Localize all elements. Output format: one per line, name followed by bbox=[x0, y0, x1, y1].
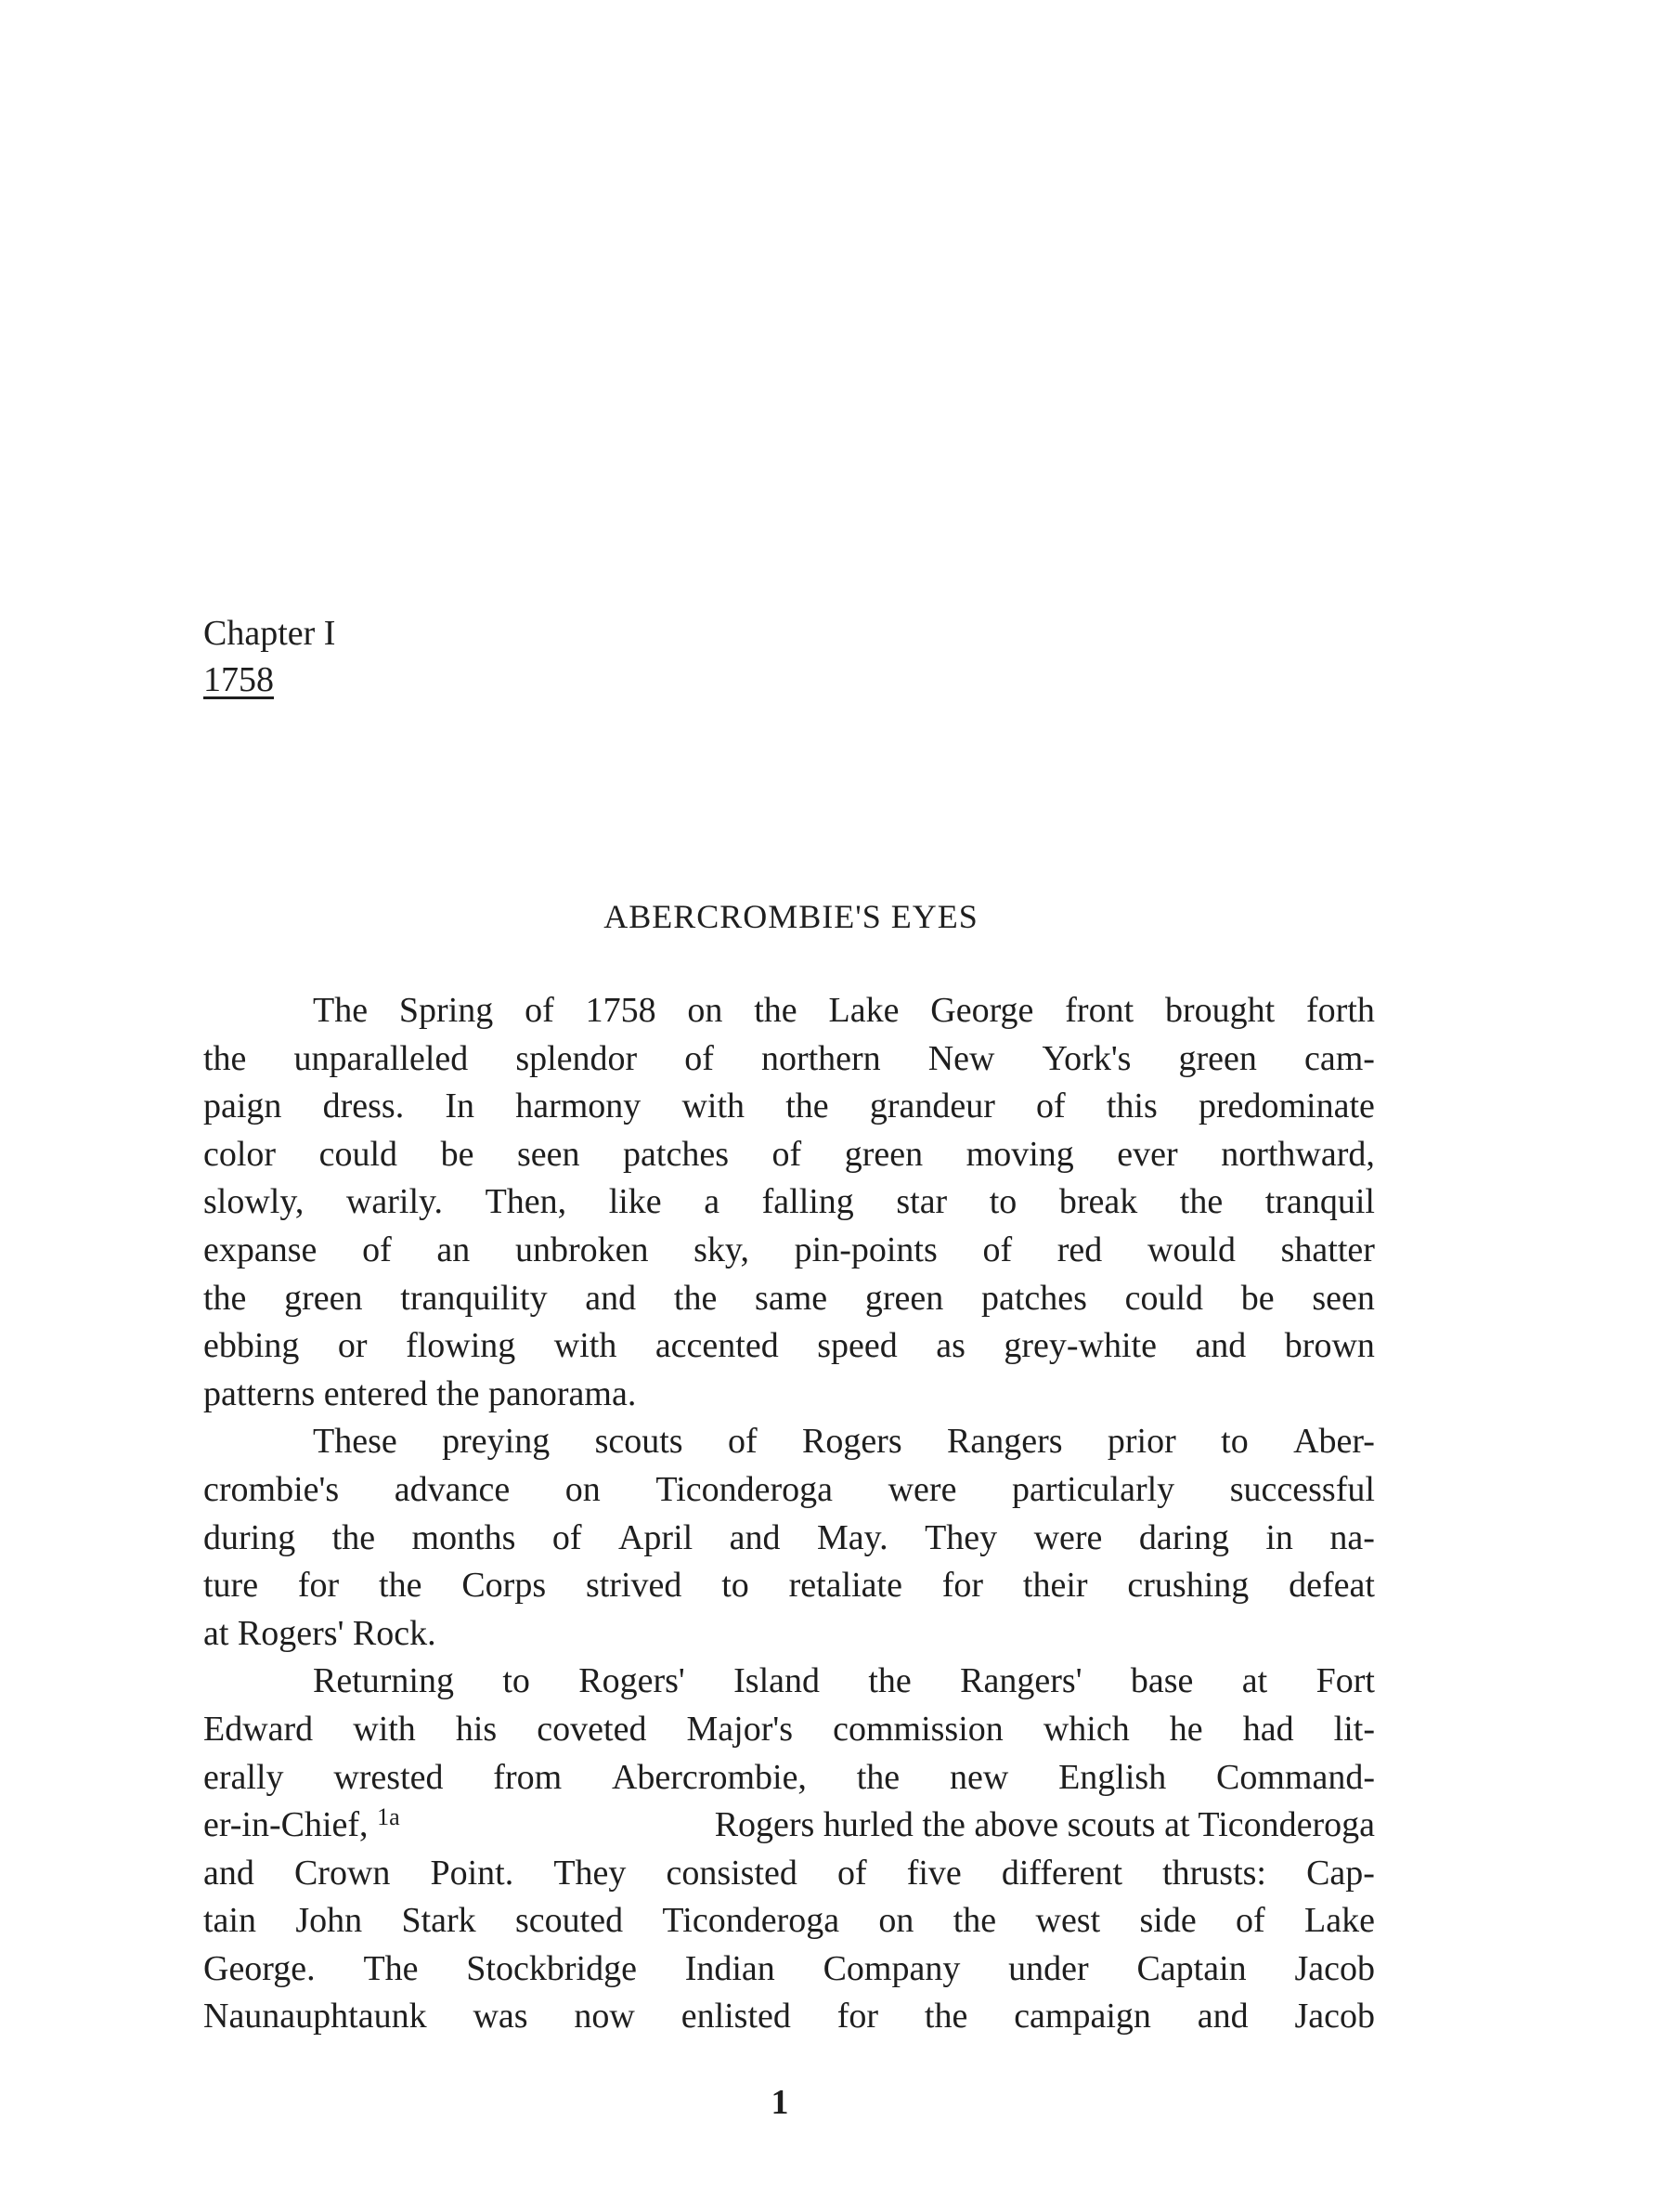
word: on bbox=[687, 991, 723, 1030]
word: Point. bbox=[430, 1853, 514, 1893]
word: daring bbox=[1138, 1517, 1229, 1557]
word: defeat bbox=[1289, 1566, 1375, 1606]
text-line bbox=[203, 1275, 1375, 1323]
word: front bbox=[1065, 991, 1134, 1030]
word: patches bbox=[980, 1278, 1087, 1318]
word: retaliate bbox=[788, 1566, 902, 1606]
word: Edward bbox=[203, 1709, 314, 1749]
word: the bbox=[673, 1278, 718, 1318]
text-line: patterns entered the panorama. bbox=[203, 1373, 637, 1413]
word: green bbox=[844, 1134, 924, 1174]
word: Jacob bbox=[1294, 1948, 1375, 1988]
word: The bbox=[313, 991, 369, 1030]
word: tranquil bbox=[1264, 1182, 1375, 1222]
text-segment: Rogers hurled the above scouts at Ticonderoga bbox=[714, 1805, 1375, 1845]
word: sky, bbox=[693, 1230, 749, 1269]
word: splendor bbox=[515, 1038, 638, 1078]
word: of bbox=[362, 1230, 392, 1269]
text-line bbox=[203, 1178, 1375, 1227]
word: at bbox=[1241, 1661, 1268, 1701]
text-line bbox=[203, 1706, 1375, 1754]
paragraph bbox=[203, 987, 1375, 1418]
word: Rangers bbox=[947, 1422, 1063, 1462]
word: for bbox=[941, 1566, 984, 1606]
text-line bbox=[203, 1993, 1375, 2041]
word: Island bbox=[733, 1661, 821, 1701]
word: for bbox=[297, 1566, 340, 1606]
word: Aber- bbox=[1293, 1422, 1375, 1462]
word: and bbox=[585, 1278, 637, 1318]
text-line bbox=[203, 1658, 1375, 1706]
word: green bbox=[284, 1278, 363, 1318]
word: had bbox=[1242, 1709, 1294, 1749]
word: wrested bbox=[333, 1757, 444, 1797]
word: was bbox=[473, 1997, 528, 2036]
word: shatter bbox=[1280, 1230, 1375, 1269]
word: and bbox=[203, 1853, 254, 1893]
word: ever bbox=[1117, 1134, 1178, 1174]
word: enlisted bbox=[680, 1997, 791, 2036]
word: successful bbox=[1229, 1469, 1375, 1509]
word: break bbox=[1058, 1182, 1138, 1222]
word: the bbox=[379, 1566, 422, 1606]
word: of bbox=[727, 1422, 758, 1462]
word: crushing bbox=[1127, 1566, 1250, 1606]
body-text bbox=[203, 987, 1375, 2041]
word: preying bbox=[442, 1422, 551, 1462]
word: grey-white bbox=[1004, 1326, 1157, 1366]
word: ture bbox=[203, 1566, 259, 1606]
word: the bbox=[856, 1757, 901, 1797]
text-line bbox=[203, 1562, 1375, 1610]
word: consisted bbox=[666, 1853, 797, 1893]
word: side bbox=[1139, 1901, 1197, 1941]
word: different bbox=[1001, 1853, 1122, 1893]
word: the bbox=[924, 1997, 968, 2036]
word: during bbox=[203, 1517, 296, 1557]
word: could bbox=[1124, 1278, 1204, 1318]
word: now bbox=[574, 1997, 635, 2036]
word: same bbox=[755, 1278, 828, 1318]
word: paign bbox=[203, 1086, 282, 1126]
text-line bbox=[203, 1850, 1375, 1898]
word: and bbox=[1197, 1997, 1249, 2036]
word: In bbox=[445, 1086, 475, 1126]
word: star bbox=[896, 1182, 948, 1222]
word: his bbox=[455, 1709, 498, 1749]
text-line bbox=[203, 1083, 1375, 1131]
text-line bbox=[203, 1945, 1375, 1994]
word: The bbox=[363, 1948, 419, 1988]
word: or bbox=[337, 1326, 368, 1366]
text-line bbox=[203, 1466, 1375, 1515]
word: Spring bbox=[398, 991, 494, 1030]
word: Corps bbox=[461, 1566, 547, 1606]
word: green bbox=[1178, 1038, 1257, 1078]
word: could bbox=[318, 1134, 398, 1174]
word: Command- bbox=[1216, 1757, 1375, 1797]
word: their bbox=[1022, 1566, 1088, 1606]
word: under bbox=[1008, 1948, 1089, 1988]
word: like bbox=[608, 1182, 662, 1222]
word: Rogers bbox=[801, 1422, 902, 1462]
word: George bbox=[930, 991, 1034, 1030]
word: of bbox=[525, 991, 554, 1030]
word: May. bbox=[816, 1517, 888, 1557]
word: of bbox=[771, 1134, 802, 1174]
footnote-reference[interactable]: 1a bbox=[377, 1803, 400, 1831]
word: erally bbox=[203, 1757, 284, 1797]
word: west bbox=[1035, 1901, 1101, 1941]
word: in bbox=[1265, 1517, 1293, 1557]
word: from bbox=[493, 1757, 563, 1797]
word: were bbox=[1033, 1517, 1103, 1557]
word: na- bbox=[1329, 1517, 1375, 1557]
text-line bbox=[203, 1418, 1375, 1466]
word: Major's bbox=[686, 1709, 794, 1749]
word: green bbox=[864, 1278, 944, 1318]
word: ebbing bbox=[203, 1326, 300, 1366]
word: would bbox=[1147, 1230, 1236, 1269]
word: These bbox=[313, 1422, 397, 1462]
word: John bbox=[295, 1901, 363, 1941]
word: thrusts: bbox=[1162, 1853, 1266, 1893]
word: strived bbox=[585, 1566, 682, 1606]
word: prior bbox=[1107, 1422, 1176, 1462]
chapter-title: ABERCROMBIE'S EYES bbox=[603, 898, 979, 935]
text-line bbox=[203, 1035, 1375, 1084]
word: this bbox=[1106, 1086, 1158, 1126]
word: which bbox=[1043, 1709, 1130, 1749]
word: the bbox=[953, 1901, 997, 1941]
word: the bbox=[785, 1086, 829, 1126]
word: to bbox=[989, 1182, 1017, 1222]
word: color bbox=[203, 1134, 277, 1174]
word: English bbox=[1058, 1757, 1167, 1797]
word: brown bbox=[1284, 1326, 1375, 1366]
word: 1758 bbox=[585, 991, 656, 1030]
word: Fort bbox=[1316, 1661, 1375, 1701]
text-segment: er-in-Chief, $^{1a}$ bbox=[203, 1803, 400, 1845]
text-line bbox=[203, 1897, 1375, 1945]
word: Captain bbox=[1136, 1948, 1247, 1988]
word: red bbox=[1056, 1230, 1103, 1269]
word: for bbox=[836, 1997, 879, 2036]
word: George. bbox=[203, 1948, 316, 1988]
word: New bbox=[927, 1038, 995, 1078]
word: Stark bbox=[401, 1901, 476, 1941]
word: of bbox=[684, 1038, 714, 1078]
word: and bbox=[729, 1517, 781, 1557]
word: scouts bbox=[594, 1422, 683, 1462]
word: Then, bbox=[485, 1182, 567, 1222]
word: he bbox=[1169, 1709, 1203, 1749]
word: Naunauphtaunk bbox=[203, 1997, 427, 2036]
word: harmony bbox=[515, 1086, 642, 1126]
word: particularly bbox=[1012, 1469, 1175, 1509]
word: They bbox=[553, 1853, 627, 1893]
chapter-label: Chapter I bbox=[203, 614, 336, 653]
word: predominate bbox=[1198, 1086, 1375, 1126]
word: on bbox=[878, 1901, 914, 1941]
word: the bbox=[868, 1661, 912, 1701]
word: of bbox=[1236, 1901, 1265, 1941]
word: cam- bbox=[1303, 1038, 1375, 1078]
word: of bbox=[836, 1853, 867, 1893]
text-line: at Rogers' Rock. bbox=[203, 1613, 436, 1653]
word: Ticonderoga bbox=[655, 1469, 834, 1509]
word: be bbox=[440, 1134, 474, 1174]
word: April bbox=[617, 1517, 693, 1557]
paragraph bbox=[203, 1418, 1375, 1658]
word: seen bbox=[516, 1134, 580, 1174]
word: Cap- bbox=[1306, 1853, 1375, 1893]
word: falling bbox=[761, 1182, 854, 1222]
word: They bbox=[925, 1517, 998, 1557]
word: Returning bbox=[313, 1661, 454, 1701]
page-number: 1 bbox=[771, 2083, 789, 2122]
word: with bbox=[553, 1326, 617, 1366]
word: and bbox=[1195, 1326, 1247, 1366]
word: the bbox=[203, 1278, 247, 1318]
word: tain bbox=[203, 1901, 256, 1941]
word: an bbox=[436, 1230, 471, 1269]
word: the bbox=[754, 991, 797, 1030]
word: grandeur bbox=[869, 1086, 995, 1126]
word: Stockbridge bbox=[466, 1948, 637, 1988]
word: were bbox=[888, 1469, 957, 1509]
word: Lake bbox=[828, 991, 900, 1030]
text-line bbox=[203, 987, 1375, 1035]
word: to bbox=[502, 1661, 530, 1701]
text-line bbox=[203, 1322, 1375, 1371]
text-line bbox=[203, 1515, 1375, 1563]
word: accented bbox=[655, 1326, 779, 1366]
word: of bbox=[1036, 1086, 1066, 1126]
word: lit- bbox=[1333, 1709, 1375, 1749]
word: seen bbox=[1312, 1278, 1375, 1318]
word: Abercrombie, bbox=[611, 1757, 807, 1797]
word: with bbox=[353, 1709, 416, 1749]
word: be bbox=[1240, 1278, 1275, 1318]
word: new bbox=[949, 1757, 1009, 1797]
word: tranquility bbox=[400, 1278, 548, 1318]
word: Indian bbox=[684, 1948, 775, 1988]
word: scouted bbox=[514, 1901, 624, 1941]
word: base bbox=[1130, 1661, 1194, 1701]
word: the bbox=[203, 1038, 247, 1078]
word: forth bbox=[1306, 991, 1375, 1030]
word: coveted bbox=[537, 1709, 647, 1749]
word: Ticonderoga bbox=[662, 1901, 840, 1941]
word: northern bbox=[760, 1038, 881, 1078]
word: warily. bbox=[345, 1182, 444, 1222]
word: the bbox=[331, 1517, 376, 1557]
word: expanse bbox=[203, 1230, 318, 1269]
text-line-with-footnote bbox=[203, 1802, 1375, 1850]
word: on bbox=[564, 1469, 601, 1509]
word: five bbox=[906, 1853, 962, 1893]
word: Jacob bbox=[1294, 1997, 1375, 2036]
word: dress. bbox=[322, 1086, 405, 1126]
word: Rangers' bbox=[960, 1661, 1082, 1701]
word: pin-points bbox=[794, 1230, 938, 1269]
word: flowing bbox=[406, 1326, 516, 1366]
word: Company bbox=[823, 1948, 961, 1988]
word: to bbox=[1221, 1422, 1249, 1462]
word: crombie's bbox=[203, 1469, 340, 1509]
word: the bbox=[1179, 1182, 1224, 1222]
word: a bbox=[704, 1182, 720, 1222]
word: unparalleled bbox=[293, 1038, 469, 1078]
word: brought bbox=[1164, 991, 1276, 1030]
word: unbroken bbox=[514, 1230, 649, 1269]
word: northward, bbox=[1221, 1134, 1375, 1174]
word: to bbox=[721, 1566, 749, 1606]
word: of bbox=[551, 1517, 582, 1557]
word: Rogers' bbox=[578, 1661, 685, 1701]
word: of bbox=[982, 1230, 1013, 1269]
word: with bbox=[681, 1086, 745, 1126]
word: campaign bbox=[1014, 1997, 1151, 2036]
word: as bbox=[936, 1326, 966, 1366]
word: slowly, bbox=[203, 1182, 305, 1222]
word: York's bbox=[1042, 1038, 1132, 1078]
text-line bbox=[203, 1227, 1375, 1275]
text-line bbox=[203, 1131, 1375, 1179]
word: commission bbox=[833, 1709, 1004, 1749]
word: Lake bbox=[1304, 1901, 1375, 1941]
text-line bbox=[203, 1754, 1375, 1802]
word: advance bbox=[394, 1469, 511, 1509]
word: speed bbox=[817, 1326, 898, 1366]
chapter-year: 1758 bbox=[203, 660, 274, 699]
paragraph bbox=[203, 1658, 1375, 2041]
word: months bbox=[411, 1517, 516, 1557]
word: Crown bbox=[293, 1853, 391, 1893]
word: patches bbox=[623, 1134, 729, 1174]
word: moving bbox=[966, 1134, 1074, 1174]
